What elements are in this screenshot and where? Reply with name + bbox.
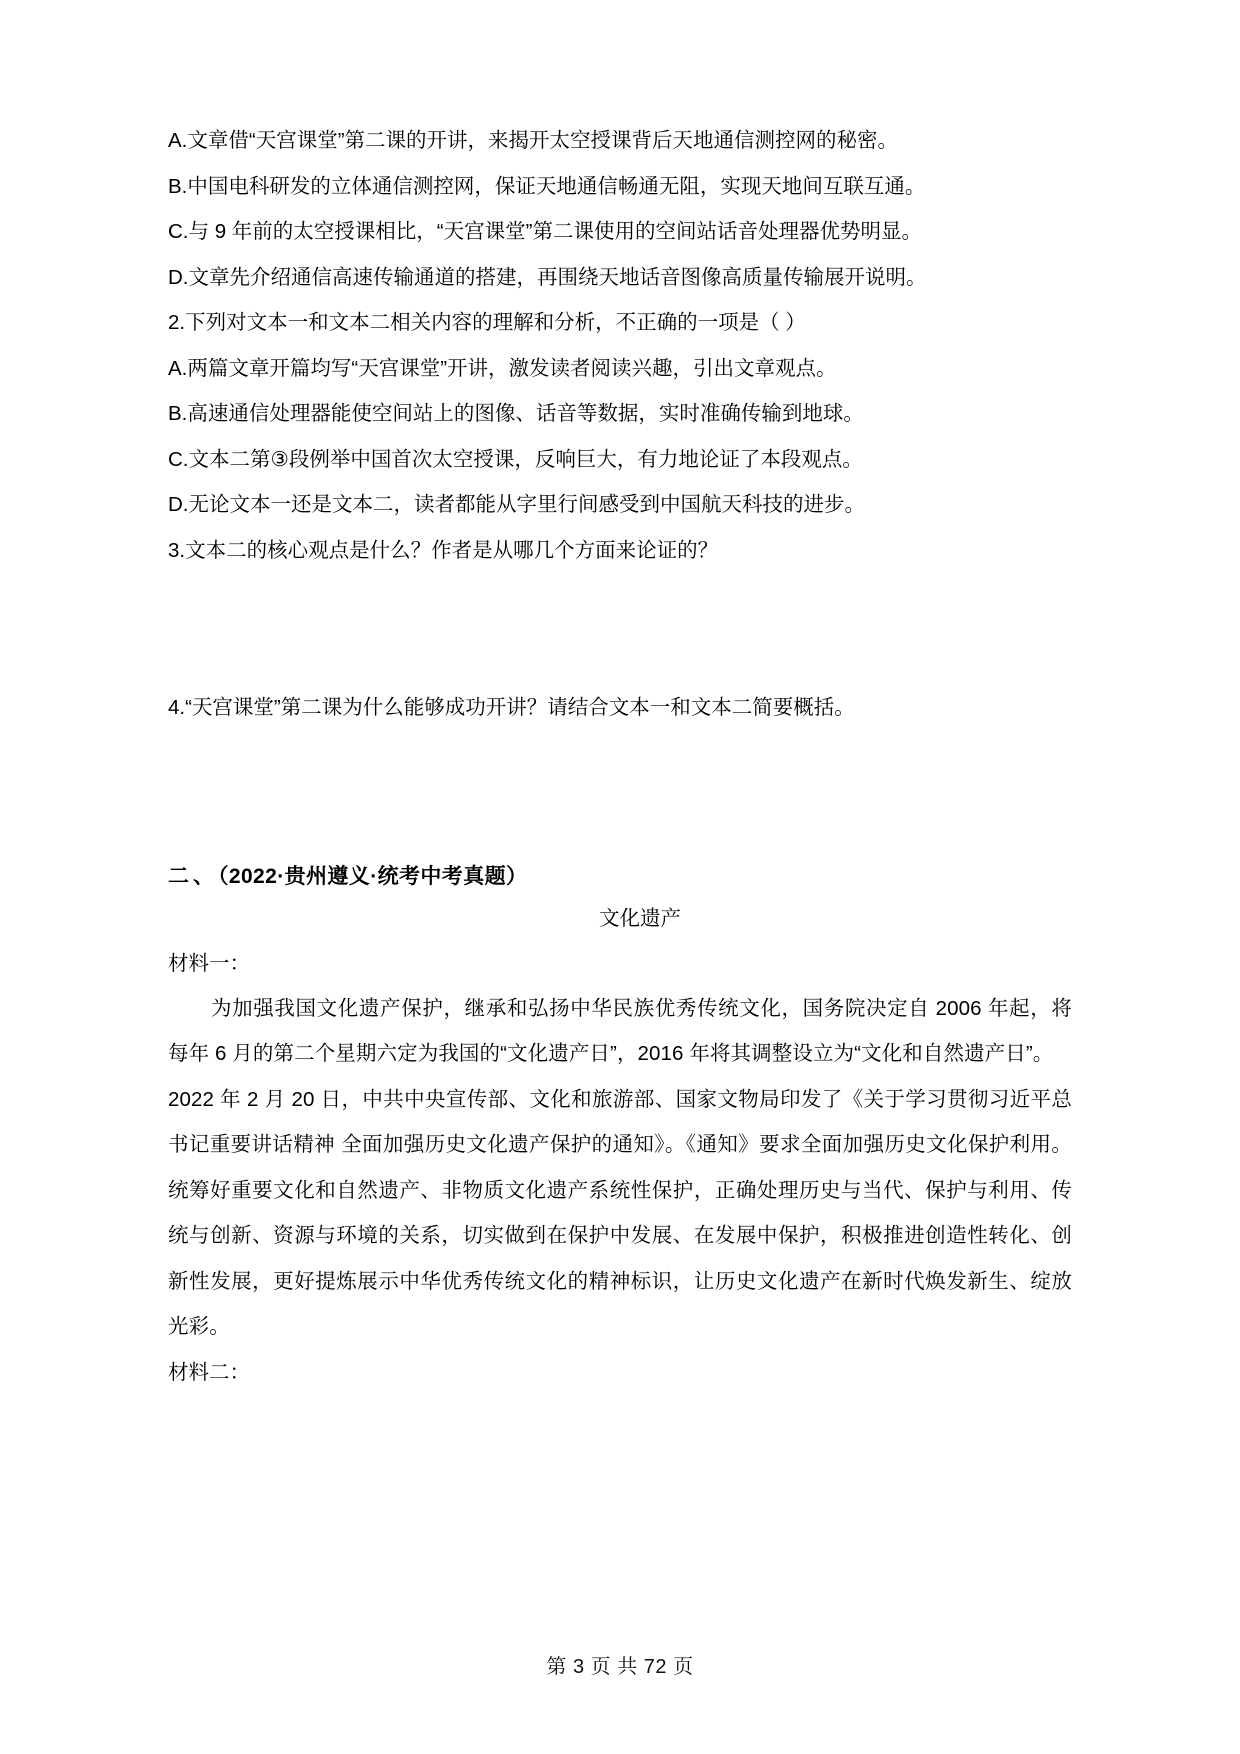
passage-title: 文化遗产 <box>599 906 681 930</box>
material-one-label: 材料一： <box>168 951 250 975</box>
answer-space-question-3 <box>168 573 1072 685</box>
section-two-heading <box>168 857 1072 897</box>
option-item: B.高速通信处理器能使空间站上的图像、话音等数据，实时准确传输到地球。 <box>168 402 864 425</box>
question-3-stem: 3.文本二的核心观点是什么？作者是从哪几个方面来论证的？ <box>168 538 719 562</box>
question-1-options <box>168 118 1072 300</box>
section-source-tag: （2022·贵州遵义·统考中考真题） <box>218 864 528 888</box>
material-one-paragraph-1: 为加强我国文化遗产保护，继承和弘扬中华民族优秀传统文化，国务院决定自 2006 年起，将每年 6 月的第二个星期六定为我国的“文化遗产日”，2016 年将其调整设立为“文化和自然遗产日”。 <box>168 996 1072 1065</box>
section-index-label: 二、 <box>168 864 218 888</box>
option-item: D.无论文本一还是文本二，读者都能从字里行间感受到中国航天科技的进步。 <box>168 493 865 516</box>
question-2-options <box>168 346 1072 528</box>
option-item: D.文章先介绍通信高速传输通道的搭建，再围绕天地话音图像高质量传输展开说明。 <box>168 265 927 289</box>
option-item: B.中国电科研发的立体通信测控网，保证天地通信畅通无阻，实现天地间互联互通。 <box>168 174 926 198</box>
option-item: C.文本二第③段例举中国首次太空授课，反响巨大，有力地论证了本段观点。 <box>168 447 863 471</box>
option-item: A.两篇文章开篇均写“天宫课堂”开讲，激发读者阅读兴趣，引出文章观点。 <box>168 356 837 380</box>
question-2-stem: 2.下列对文本一和文本二相关内容的理解和分析，不正确的一项是（ ） <box>168 311 806 334</box>
question-4-stem: 4.“天宫课堂”第二课为什么能够成功开讲？请结合文本一和文本二简要概括。 <box>168 696 855 719</box>
material-two-label: 材料二： <box>168 1360 250 1384</box>
answer-space-question-4 <box>168 731 1072 843</box>
page-footer: 第 3 页 共 72 页 <box>546 1656 694 1678</box>
material-one-paragraph-2: 2022 年 2 月 20 日，中共中央宣传部、文化和旅游部、国家文物局印发了《关于学习贯彻习近平总书记重要讲话精神 全面加强历史文化遗产保护的通知》。《通知》要求全面加强历史文化保护利用。统筹好重要文化和自然遗产、非物质文化遗产系统性保护，正确处理历史与当代、保护与利用、传统与创新、资源与环境的关系，切实做到在保护中发展、在发展中保护，积极推进创造性转化、创新性发展，更好提炼展示中华优秀传统文化的精神标识，让历史文化遗产在新时代焕发新生、绽放光彩。 <box>168 1087 1072 1338</box>
option-item: A.文章借“天宫课堂”第二课的开讲，来揭开太空授课背后天地通信测控网的秘密。 <box>168 129 899 152</box>
option-item: C.与 9 年前的太空授课相比，“天宫课堂”第二课使用的空间站话音处理器优势明显。 <box>168 220 922 243</box>
